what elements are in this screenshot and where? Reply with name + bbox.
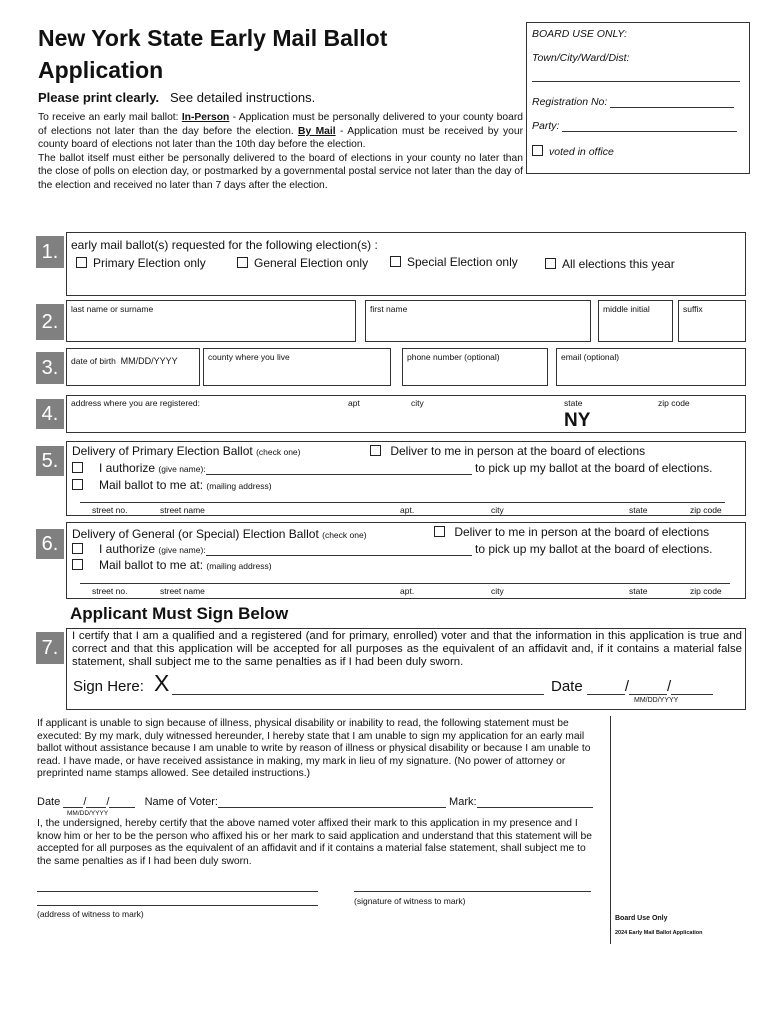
mark-date-row[interactable]: Date / / Name of Voter: Mark: bbox=[37, 796, 593, 808]
special-checkbox[interactable] bbox=[390, 256, 401, 267]
witness-signature-label: (signature of witness to mark) bbox=[354, 896, 466, 906]
section-6-number: 6. bbox=[36, 529, 64, 559]
section-5-number: 5. bbox=[36, 446, 64, 476]
s6-authorize-checkbox[interactable] bbox=[72, 543, 83, 554]
unable-to-sign-text: If applicant is unable to sign because of illness, physical disability or inability to read, the following statement must be executed: By my mark, duly witnessed hereunder, I hereby state that I am unable to sign my application for an early mail ballot without assistance because I am unable to write by reason of illness or physical disability or because I am unable to read. I have made, or have received assistance in making, my mark in lieu of my signature. (No power of attorney or preprinted name stamps allowed. See detailed instructions.) bbox=[37, 718, 591, 779]
s6-mail[interactable]: Mail ballot to me at: (mailing address) bbox=[72, 558, 272, 572]
s5-authorize-checkbox[interactable] bbox=[72, 462, 83, 473]
s6-mail-checkbox[interactable] bbox=[72, 559, 83, 570]
footer-form-id: 2024 Early Mail Ballot Application bbox=[615, 930, 703, 936]
board-use-title: BOARD USE ONLY: bbox=[532, 28, 627, 40]
s5-name-line[interactable] bbox=[206, 474, 472, 475]
signature-line[interactable] bbox=[172, 694, 544, 695]
board-use-box bbox=[526, 22, 750, 174]
section-6-heading: Delivery of General (or Special) Election Ballot (check one) bbox=[72, 527, 367, 541]
section-5-heading: Delivery of Primary Election Ballot (check one) bbox=[72, 444, 301, 458]
s6-deliver-in-person[interactable]: Deliver to me in person at the board of elections bbox=[434, 525, 709, 539]
board-town-line bbox=[532, 81, 740, 82]
board-registration: Registration No: bbox=[532, 96, 742, 108]
section-1-number: 1. bbox=[36, 236, 64, 268]
signature-x: X bbox=[154, 670, 170, 696]
s6-name-line[interactable] bbox=[206, 555, 472, 556]
s5-mail-checkbox[interactable] bbox=[72, 479, 83, 490]
voted-checkbox[interactable] bbox=[532, 145, 543, 156]
print-clearly-line: Please print clearly. See detailed instructions. bbox=[38, 90, 316, 105]
option-general[interactable]: General Election only bbox=[237, 256, 368, 270]
footer-board-use: Board Use Only bbox=[615, 915, 668, 922]
primary-checkbox[interactable] bbox=[76, 257, 87, 268]
s5-authorize[interactable]: I authorize (give name): to pick up my ballot at the board of elections. bbox=[72, 461, 712, 475]
dob-field[interactable] bbox=[66, 348, 200, 386]
s5-address-line[interactable] bbox=[80, 502, 725, 503]
s6-in-person-checkbox[interactable] bbox=[434, 526, 445, 537]
s5-deliver-in-person[interactable]: Deliver to me in person at the board of elections bbox=[370, 444, 645, 458]
intro-text: To receive an early mail ballot: In-Person - Application must be personally delivered to your county board of elections not later than the day before the election. By Mail - Application must be received by your county board of elections not later than the 10th day before the election. The ballot itself must either be personally delivered to the board of elections in your county no later than the close of polls on election day, or postmarked by a governmental postal service not later than the day of the election and received no later than 7 days after the election. bbox=[38, 112, 523, 191]
section-1-label: early mail ballot(s) requested for the following election(s) : bbox=[71, 238, 378, 252]
witness-signature-line[interactable] bbox=[354, 891, 591, 892]
all-elections-checkbox[interactable] bbox=[545, 258, 556, 269]
mark-date-format: MM/DD/YYYY bbox=[67, 810, 109, 817]
s5-in-person-checkbox[interactable] bbox=[370, 445, 381, 456]
section-3-number: 3. bbox=[36, 352, 64, 384]
option-primary[interactable]: Primary Election only bbox=[76, 256, 206, 270]
section-2-number: 2. bbox=[36, 304, 64, 340]
s6-address-line[interactable] bbox=[80, 583, 730, 584]
board-town-label: Town/City/Ward/Dist: bbox=[532, 52, 630, 64]
option-all[interactable]: All elections this year bbox=[545, 257, 675, 271]
section-7-heading: Applicant Must Sign Below bbox=[70, 604, 289, 623]
witness-address-line-2[interactable] bbox=[37, 905, 318, 906]
sign-here-label: Sign Here: bbox=[73, 678, 144, 695]
general-checkbox[interactable] bbox=[237, 257, 248, 268]
witness-certify-text: I, the undersigned, hereby certify that the above named voter affixed their mark to this application in my presence and I know him or her to be the person who affixed his or her mark to said application and understand that this statement will be accepted for all purposes as the equivalent of an affidavit and if it contains a material false statement, shall subject me to the same penalties as if I had been duly sworn. bbox=[37, 818, 593, 867]
board-party: Party: bbox=[532, 120, 742, 132]
board-voted: voted in office bbox=[532, 145, 614, 158]
section-4-number: 4. bbox=[36, 399, 64, 429]
footer-divider bbox=[610, 716, 611, 944]
page-title: New York State Early Mail Ballot Application bbox=[38, 25, 388, 83]
option-special[interactable]: Special Election only bbox=[390, 255, 518, 269]
section-7-number: 7. bbox=[36, 632, 64, 664]
certify-text: I certify that I am a qualified and a registered (and for primary, enrolled) voter and that the information in this application is true and correct and that this application will be accepted for all purposes as the equivalent of an affidavit and, if it contains a material false statement, shall subject me to the same penalties as if I had been duly sworn. bbox=[72, 630, 742, 668]
witness-address-label: (address of witness to mark) bbox=[37, 909, 144, 919]
s5-mail[interactable]: Mail ballot to me at: (mailing address) bbox=[72, 478, 272, 492]
witness-address-line-1[interactable] bbox=[37, 891, 318, 892]
sign-date[interactable]: Date / / bbox=[551, 678, 713, 695]
sign-date-format: MM/DD/YYYY bbox=[634, 697, 679, 704]
s6-authorize[interactable]: I authorize (give name): to pick up my ballot at the board of elections. bbox=[72, 542, 712, 556]
state-ny-value: NY bbox=[564, 410, 591, 431]
